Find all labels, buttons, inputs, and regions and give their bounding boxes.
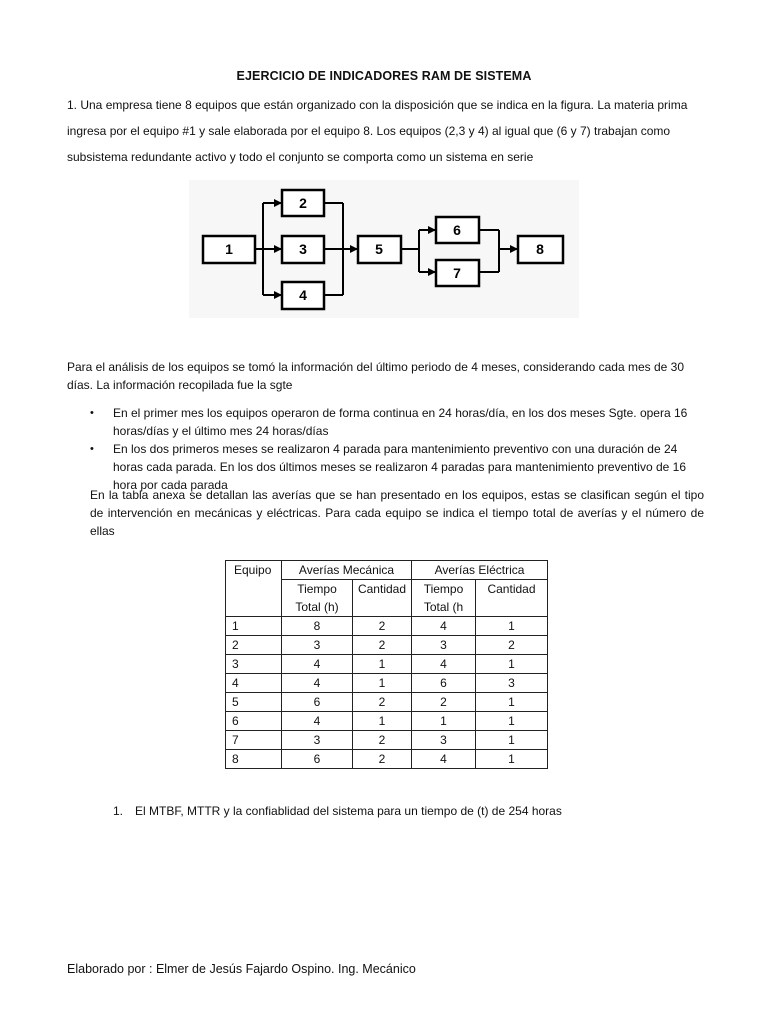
cell-ele-cantidad: 1	[476, 693, 548, 712]
question-item	[113, 804, 562, 818]
subheader-cantidad-mec: Cantidad	[353, 580, 412, 617]
table-intro-paragraph: En la tabla anexa se detallan las averías que se han presentado en los equipos, estas se clasifican según el tipo de intervención en mecánicas y eléctricas. Para cada equipo se indica el tiempo total de averías y el número de ellas	[90, 488, 704, 538]
cell-ele-tiempo: 4	[412, 617, 476, 636]
cell-mec-cantidad: 2	[353, 693, 412, 712]
cell-ele-tiempo: 2	[412, 693, 476, 712]
box-1-label: 1	[225, 241, 233, 257]
cell-mec-cantidad: 2	[353, 636, 412, 655]
question-number: 1.	[113, 804, 124, 818]
document-title: EJERCICIO DE INDICADORES RAM DE SISTEMA	[236, 69, 532, 83]
table-row	[226, 731, 548, 750]
cell-mec-tiempo: 6	[282, 693, 353, 712]
subheader-tiempo-ele-line1: Tiempo	[423, 582, 464, 596]
cell-mec-cantidad: 1	[353, 655, 412, 674]
table-row	[226, 674, 548, 693]
cell-mec-tiempo: 6	[282, 750, 353, 769]
cell-ele-cantidad: 1	[476, 750, 548, 769]
subheader-tiempo-mec	[282, 580, 353, 617]
list-item	[88, 404, 708, 440]
cell-equipo: 2	[226, 636, 282, 655]
subheader-tiempo-ele-line2: Total (h	[423, 600, 464, 614]
table-header-row	[226, 561, 548, 580]
cell-mec-tiempo: 3	[282, 636, 353, 655]
failures-table	[225, 560, 548, 769]
box-4-label: 4	[299, 287, 307, 303]
cell-ele-tiempo: 3	[412, 636, 476, 655]
cell-ele-tiempo: 4	[412, 655, 476, 674]
cell-ele-tiempo: 4	[412, 750, 476, 769]
box-6-label: 6	[453, 222, 461, 238]
table-row	[226, 655, 548, 674]
cell-mec-cantidad: 1	[353, 674, 412, 693]
table-row	[226, 750, 548, 769]
header-mecanica: Averías Mecánica	[282, 561, 412, 580]
analysis-paragraph: Para el análisis de los equipos se tomó la información del último periodo de 4 meses, considerando cada mes de 30 días. La información recopilada fue la sgte	[67, 360, 685, 392]
cell-mec-tiempo: 4	[282, 655, 353, 674]
cell-ele-tiempo: 6	[412, 674, 476, 693]
box-2-label: 2	[299, 195, 307, 211]
table-row	[226, 712, 548, 731]
header-electrica: Averías Eléctrica	[412, 561, 548, 580]
cell-ele-tiempo: 1	[412, 712, 476, 731]
subheader-cantidad-ele: Cantidad	[476, 580, 548, 617]
cell-mec-tiempo: 4	[282, 674, 353, 693]
subheader-tiempo-mec-line2: Total (h)	[295, 600, 339, 614]
subheader-tiempo-ele	[412, 580, 476, 617]
author-footer: Elaborado por : Elmer de Jesús Fajardo Ospino. Ing. Mecánico	[67, 962, 416, 976]
cell-equipo: 4	[226, 674, 282, 693]
bullet-list	[88, 404, 708, 494]
box-7-label: 7	[453, 265, 461, 281]
subheader-tiempo-mec-line1: Tiempo	[297, 582, 337, 596]
bullet-icon: •	[90, 407, 94, 419]
cell-mec-cantidad: 2	[353, 731, 412, 750]
table-row	[226, 693, 548, 712]
box-3-label: 3	[299, 241, 307, 257]
bullet-text: En los dos primeros meses se realizaron 4 parada para mantenimiento preventivo con una duración de 24 horas cada parada. En los dos últimos meses se realizaron 4 paradas para mantenimiento preventivo de 16 hora por cada parada	[113, 442, 686, 492]
cell-mec-tiempo: 4	[282, 712, 353, 731]
box-5-label: 5	[375, 241, 383, 257]
cell-equipo: 8	[226, 750, 282, 769]
question-text: El MTBF, MTTR y la confiablidad del sistema para un tiempo de (t) de 254 horas	[135, 804, 562, 818]
cell-equipo: 3	[226, 655, 282, 674]
block-diagram-svg	[189, 180, 579, 318]
cell-equipo: 7	[226, 731, 282, 750]
cell-ele-cantidad: 2	[476, 636, 548, 655]
cell-ele-cantidad: 3	[476, 674, 548, 693]
cell-ele-tiempo: 3	[412, 731, 476, 750]
cell-mec-cantidad: 2	[353, 750, 412, 769]
cell-ele-cantidad: 1	[476, 731, 548, 750]
cell-ele-cantidad: 1	[476, 617, 548, 636]
bullet-text: En el primer mes los equipos operaron de forma continua en 24 horas/día, en los dos meses Sgte. opera 16 horas/días y el último mes 24 horas/días	[113, 406, 688, 438]
table-row	[226, 617, 548, 636]
header-equipo: Equipo	[226, 561, 282, 617]
bullet-icon: •	[90, 443, 94, 455]
cell-ele-cantidad: 1	[476, 712, 548, 731]
block-diagram	[189, 180, 579, 318]
cell-equipo: 1	[226, 617, 282, 636]
cell-mec-cantidad: 1	[353, 712, 412, 731]
box-8-label: 8	[536, 241, 544, 257]
cell-mec-tiempo: 8	[282, 617, 353, 636]
cell-ele-cantidad: 1	[476, 655, 548, 674]
cell-equipo: 6	[226, 712, 282, 731]
cell-equipo: 5	[226, 693, 282, 712]
cell-mec-cantidad: 2	[353, 617, 412, 636]
table-row	[226, 636, 548, 655]
intro-paragraph: 1. Una empresa tiene 8 equipos que están organizado con la disposición que se indica en la figura. La materia prima ingresa por el equipo #1 y sale elaborada por el equipo 8. Los equipos (2,3 y 4) al igual que (6 y 7) trabajan como subsistema redundante activo y todo el conjunto se comporta como un sistema en serie	[67, 98, 688, 164]
cell-mec-tiempo: 3	[282, 731, 353, 750]
